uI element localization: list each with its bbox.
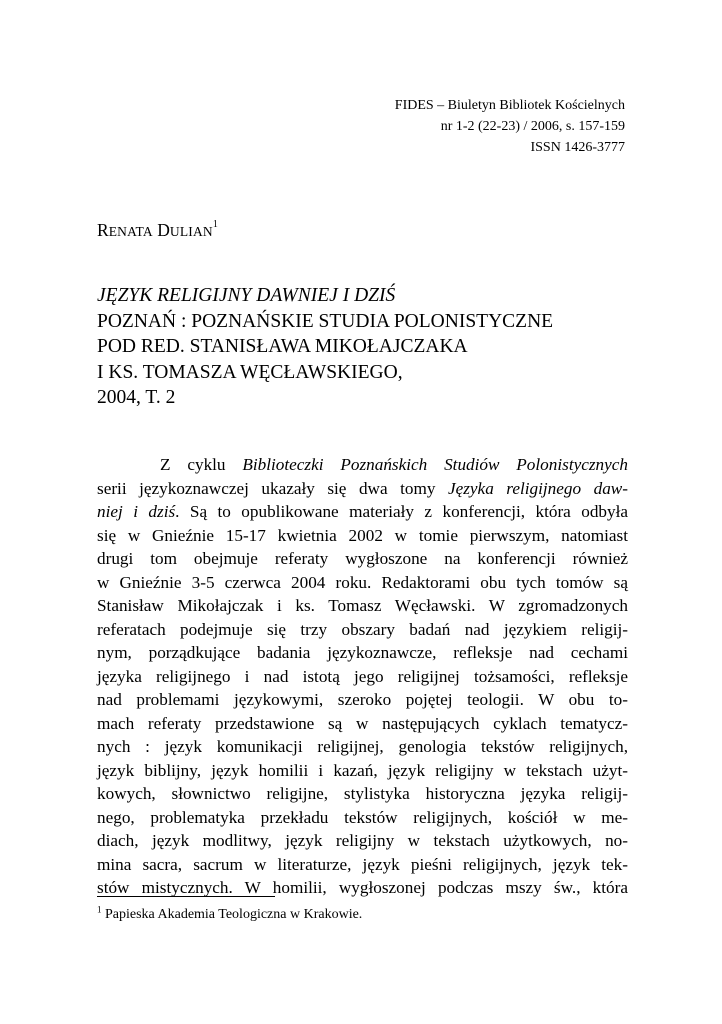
body-line: w Gnieźnie 3-5 czerwca 2004 roku. Redaktorami obu tych tomów są	[97, 572, 628, 592]
body-line: serii językoznawczej ukazały się dwa tomy Języka religijnego daw-	[97, 478, 628, 498]
footnote-mark: 1	[97, 904, 102, 915]
body-line: mach referaty przedstawione są w następujących cyklach tematycz-	[97, 713, 628, 733]
title-line-book: JĘZYK RELIGIJNY DAWNIEJ I DZIŚ	[97, 285, 396, 306]
title-line-year: 2004, T. 2	[97, 387, 176, 408]
author-last-rest: ULIAN	[169, 224, 213, 239]
author-footnote-mark[interactable]: 1	[212, 219, 218, 231]
body-line: Stanisław Mikołajczak i ks. Tomasz Węcławski. W zgromadzonych	[97, 596, 628, 615]
title-line-publisher: POZNAŃ : POZNAŃSKIE STUDIA POLONISTYCZNE	[97, 310, 554, 332]
journal-title: FIDES – Biuletyn Bibliotek Kościelnych	[394, 98, 625, 113]
journal-issn: ISSN 1426-3777	[530, 140, 625, 155]
body-line: drugi tom obejmuje referaty wygłoszone na konferencji również	[97, 549, 628, 568]
body-line: nad problemami językowymi, szeroko pojętej teologii. W obu to-	[97, 690, 628, 709]
body-line: język biblijny, język homilii i kazań, język religijny w tekstach użyt-	[97, 760, 628, 780]
footnote	[97, 905, 362, 925]
body-line: nym, porządkujące badania językoznawcze, refleksje nad cechami	[97, 643, 628, 662]
author-name	[97, 218, 218, 244]
author-first-initial: R	[97, 220, 109, 240]
author-last-initial: D	[157, 220, 170, 240]
body-line: niej i dziś. Są to opublikowane materiały z konferencji, która odbyła	[97, 502, 628, 521]
footnote-divider	[97, 896, 275, 897]
journal-header	[395, 95, 625, 158]
body-line: języka religijnego i nad istotą jego religijnej tożsamości, refleksje	[97, 666, 628, 686]
body-line: nych : język komunikacji religijnej, genologia tekstów religijnych,	[97, 737, 628, 756]
body-line: Z cyklu Biblioteczki Poznańskich Studiów Polonistycznych	[160, 455, 628, 474]
journal-issue: nr 1-2 (22-23) / 2006, s. 157-159	[440, 119, 625, 134]
author-first-rest: ENATA	[108, 224, 153, 239]
body-text	[97, 453, 628, 900]
body-line: stów mistycznych. W homilii, wygłoszonej podczas mszy św., która	[97, 878, 628, 897]
review-title	[97, 283, 553, 411]
footnote-text: Papieska Akademia Teologiczna w Krakowie.	[101, 907, 363, 922]
body-line: kowych, słownictwo religijne, stylistyka historyczna języka religij-	[97, 784, 628, 803]
body-line: mina sacra, sacrum w literaturze, język pieśni religijnych, język tek-	[97, 854, 628, 874]
title-line-editor: POD RED. STANISŁAWA MIKOŁAJCZAKA	[97, 336, 468, 357]
body-line: referatach podejmuje się trzy obszary badań nad językiem religij-	[97, 619, 628, 639]
body-line: nego, problematyka przekładu tekstów religijnych, kościół w me-	[97, 807, 628, 827]
body-line: diach, język modlitwy, język religijny w tekstach użytkowych, no-	[97, 831, 628, 850]
body-line: się w Gnieźnie 15-17 kwietnia 2002 w tomie pierwszym, natomiast	[97, 525, 628, 545]
title-line-coeditor: I KS. TOMASZA WĘCŁAWSKIEGO,	[97, 361, 403, 383]
